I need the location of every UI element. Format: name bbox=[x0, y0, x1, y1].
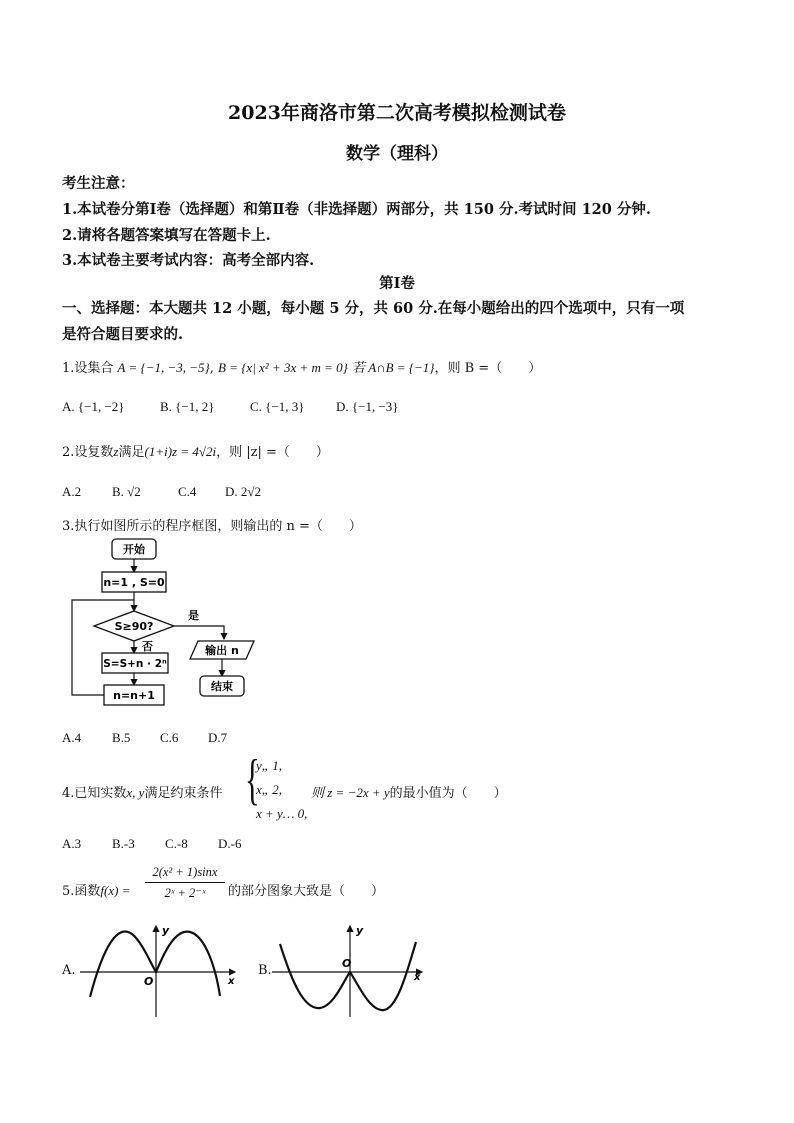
flow-update-n-label: n=n+1 bbox=[113, 689, 155, 702]
question-5-stem: 5.函数f(x) = bbox=[62, 883, 131, 899]
question-3-stem: 3.执行如图所示的程序框图，则输出的 n =（ ） bbox=[62, 519, 362, 534]
option-b: B.-3 bbox=[112, 836, 135, 851]
notes-heading: 考生注意： bbox=[62, 175, 135, 192]
constraint-2: x„ 2, bbox=[256, 782, 282, 797]
graph-a bbox=[80, 922, 240, 1022]
condition: 若 A∩B = {−1} bbox=[352, 360, 435, 375]
curve bbox=[280, 942, 416, 1010]
option-d: D.-6 bbox=[218, 836, 242, 851]
section-label: 第Ⅰ卷 bbox=[379, 275, 415, 292]
fraction-denominator: 2ˣ + 2⁻ˣ bbox=[164, 886, 206, 900]
y-axis-label: y bbox=[356, 924, 364, 937]
flow-yes-label: 是 bbox=[188, 609, 199, 622]
flow-update-s-label: S=S+n · 2ⁿ bbox=[103, 658, 167, 670]
constraint-brace: { bbox=[245, 749, 260, 811]
question-4-stem-prefix: 4.已知实数x, y满足约束条件 bbox=[62, 785, 223, 801]
graph-b bbox=[272, 922, 432, 1022]
x-axis-label: x bbox=[414, 972, 421, 983]
flow-no-label: 否 bbox=[142, 640, 153, 653]
set-a: A = {−1, −3, −5} bbox=[117, 360, 210, 375]
option-a: A.3 bbox=[62, 836, 82, 851]
note-item: 2.请将各题答案填写在答题卡上. bbox=[62, 227, 271, 244]
set-b: B = {x| x² + 3x + m = 0} bbox=[218, 360, 348, 375]
option-a: A. {−1, −2} bbox=[62, 399, 125, 414]
note-item: 3.本试卷主要考试内容：高考全部内容. bbox=[62, 252, 315, 269]
constraint-1: y„ 1, bbox=[256, 758, 282, 773]
graph-b-label: B. bbox=[258, 963, 272, 978]
curve bbox=[90, 932, 220, 997]
option-c: C.-8 bbox=[165, 836, 188, 851]
constraint-3: x + y… 0, bbox=[256, 806, 308, 821]
option-d: D. {−1, −3} bbox=[336, 399, 399, 414]
question-2-stem: 2.设复数z满足(1+i)z = 4√2i，则 |z| =（ ） bbox=[62, 444, 329, 460]
option-c: C.4 bbox=[178, 484, 197, 499]
question-5-suffix: 的部分图象大致是（ ） bbox=[228, 884, 385, 899]
option-b: B.5 bbox=[112, 730, 131, 745]
fraction bbox=[145, 865, 225, 901]
origin-label: O bbox=[144, 975, 154, 988]
exam-subtitle: 数学（理科） bbox=[346, 144, 448, 164]
option-b: B. {−1, 2} bbox=[160, 399, 215, 414]
section-instructions-cont: 是符合题目要求的. bbox=[62, 326, 184, 343]
equation: (1+i)z = 4√2i bbox=[144, 444, 217, 459]
origin-label: O bbox=[342, 957, 352, 970]
flow-end-label: 结束 bbox=[211, 680, 233, 693]
flow-init-label: n=1 , S=0 bbox=[103, 576, 165, 589]
question-4-objective: 则 z = −2x + y的最小值为（ ） bbox=[311, 785, 507, 801]
option-c: C. {−1, 3} bbox=[250, 399, 305, 414]
option-a: A.4 bbox=[62, 730, 82, 745]
flow-start-label: 开始 bbox=[123, 543, 145, 556]
x-axis-label: x bbox=[228, 976, 235, 987]
flow-condition-label: S≥90? bbox=[114, 620, 154, 633]
option-d: D. 2√2 bbox=[225, 484, 262, 499]
question-1-stem: 1.设集合 A = {−1, −3, −5}, B = {x| x² + 3x + m = 0} 若 A∩B = {−1}，则 B =（ ） bbox=[62, 360, 542, 376]
flowchart bbox=[60, 535, 270, 720]
option-a: A.2 bbox=[62, 484, 82, 499]
flow-output-label: 输出 n bbox=[205, 644, 239, 657]
exam-title: 2023年商洛市第二次高考模拟检测试卷 bbox=[228, 102, 566, 124]
section-instructions: 一、选择题：本大题共 12 小题，每小题 5 分，共 60 分.在每小题给出的四个选项中，只有一项 bbox=[62, 300, 685, 317]
y-axis-label: y bbox=[162, 924, 170, 937]
option-d: D.7 bbox=[208, 730, 228, 745]
graph-a-label: A. bbox=[62, 963, 76, 978]
note-item: 1.本试卷分第Ⅰ卷（选择题）和第Ⅱ卷（非选择题）两部分，共 150 分.考试时间 120 分钟. bbox=[62, 201, 651, 218]
option-c: C.6 bbox=[160, 730, 179, 745]
fraction-numerator: 2(x² + 1)sinx bbox=[145, 865, 225, 883]
option-b: B. √2 bbox=[112, 484, 141, 499]
